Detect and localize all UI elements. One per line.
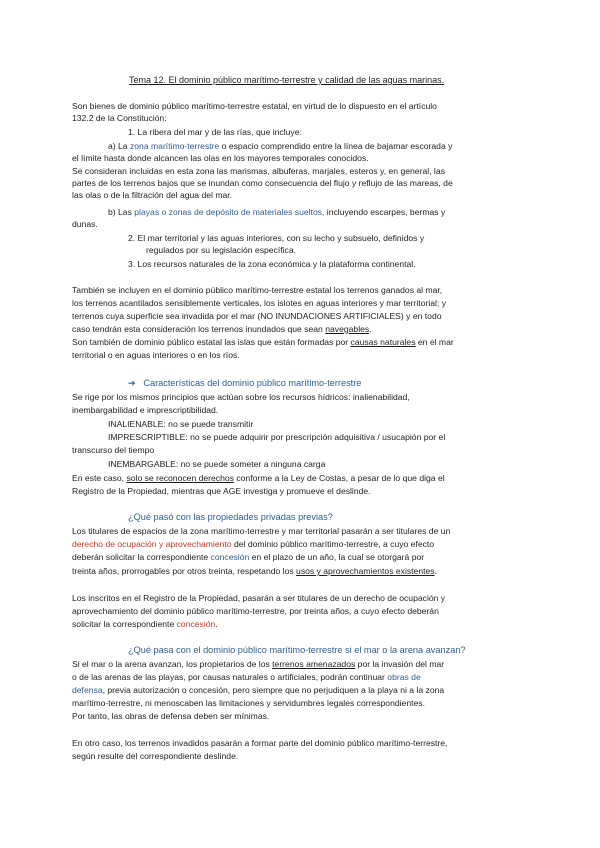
text-span: . [369,324,372,334]
text-line [72,473,445,484]
text-span: deberán solicitar la correspondiente [72,552,211,562]
text-span: caso tendrán esta consideración los terrenos inundados que sean [72,324,326,334]
text-line [72,685,444,696]
text-span: b) Las [108,207,135,217]
text-line [72,659,444,670]
text-span: En este caso, [72,473,127,483]
text-line [72,552,424,563]
underlined-term: terrenos amenazados [272,659,356,669]
list-item-cont: regulados por su legislación específica. [146,245,297,255]
text-span: Si el mar o la arena avanzan, los propietarios de los [72,659,273,669]
text-line: transcurso del tiempo [72,445,155,455]
text-line: INEMBARGABLE: no se puede someter a ninguna carga [108,459,326,469]
list-item: 2. El mar territorial y las aguas interiores, con su lecho y subsuelo, definidos y [128,233,425,243]
text-span: por la invasión del mar [355,659,445,669]
text-line: Por tanto, las obras de defensa deben ser mínimas. [72,711,270,721]
section-heading: ¿Qué pasa con el dominio público marítimo-terrestre si el mar o la arena avanzan? [128,645,466,655]
text-line: IMPRESCRIPTIBLE: no se puede adquirir por prescripción adquisitiva / usucapión por el [108,432,446,442]
text-span: . [215,619,218,629]
text-span: treinta años, prorrogables por otros treinta, respetando los [72,566,297,576]
text-line: inembargabilidad e imprescriptibilidad. [72,405,219,415]
text-span: conforme a la Ley de Costas, a pesar de lo que diga el [233,473,445,483]
highlight-term: derecho de ocupación y aprovechamiento [72,539,232,549]
text-line: Se rige por los mismos principios que actúan sobre los recursos hídricos: inalienabilidad, [72,392,410,402]
underlined-term: navegables [325,324,370,334]
text-span: del dominio público marítimo-terrestre, a cuyo efecto [231,539,435,549]
text-span: a) La [108,141,130,151]
text-span: . [434,566,437,576]
text-span: , incluyendo escarpes, bermas y [322,207,446,217]
section-heading: ¿Qué pasó con las propiedades privadas previas? [128,512,333,522]
text-line: las olas o de la filtración del agua del mar. [72,190,233,200]
text-line [108,141,452,152]
section-heading [128,378,361,389]
text-span: solicitar la correspondiente [72,619,177,629]
text-line [72,337,454,348]
text-line: 132.2 de la Constitución: [72,113,167,123]
highlight-term: defensa [72,685,103,695]
text-line: terrenos cuya superficie sea invadida por el mar (NO INUNDACIONES ARTIFICIALES) y en todo [72,311,442,321]
text-line [72,566,437,577]
text-line [72,672,421,683]
text-line: marítimo-terrestre, ni menoscaben las limitaciones y servidumbres legales correspondientes. [72,698,425,708]
text-line: los terrenos acantilados sensiblemente verticales, los islotes en aguas interiores y mar territorial; y [72,298,446,308]
list-item: 1. La ribera del mar y de las rías, que incluye: [128,127,302,137]
highlight-term: obras de [387,672,421,682]
text-span: en el mar [415,337,454,347]
arrow-icon: ➔ [128,378,136,388]
underlined-term: causas naturales [350,337,416,347]
text-line: También se incluyen en el dominio público marítimo-terrestre estatal los terrenos ganados al mar, [72,285,443,295]
text-line: Registro de la Propiedad, mientras que AGE investiga y promueve el deslinde. [72,486,371,496]
text-line: según resulte del correspondiente deslinde. [72,751,239,761]
text-line: dunas. [72,219,98,229]
highlight-term: playas o zonas de depósito de materiales sueltos [134,207,323,217]
text-line: Se consideran incluidas en esta zona las marismas, albuferas, marjales, esteros y, en general, las [72,166,445,176]
text-line: el límite hasta donde alcancen las olas en los mayores temporales conocidos. [72,153,369,163]
text-line: partes de los terrenos bajos que se inundan como consecuencia del flujo y reflujo de las mareas, de [72,178,453,188]
text-line [72,539,434,550]
text-span: en el plazo de un año, la cual se otorgará por [249,552,425,562]
text-span: , previa autorización o concesión, pero siempre que no perjudiquen a la playa ni a la zona [102,685,445,695]
text-line: En otro caso, los terrenos invadidos pasarán a formar parte del dominio público marítimo-terrestre, [72,738,448,748]
underlined-term: solo se reconocen derechos [126,473,234,483]
page-title: Tema 12. El dominio público marítimo-terrestre y calidad de las aguas marinas. [129,75,445,85]
text-line: Son bienes de dominio público marítimo-terrestre estatal, en virtud de lo dispuesto en el artículo [72,101,437,111]
text-line: aprovechamiento del dominio público marítimo-terrestre, por treinta años, a cuyo efecto deberán [72,606,439,616]
text-line [72,324,372,335]
text-line: INALIENABLE: no se puede transmitir [108,419,254,429]
highlight-term: concesión [210,552,250,562]
list-item: 3. Los recursos naturales de la zona económica y la plataforma continental. [128,259,416,269]
highlight-term: concesión [176,619,216,629]
text-line [72,619,218,630]
text-line: Los inscritos en el Registro de la Propiedad, pasarán a ser titulares de un derecho de ocupación y [72,593,446,603]
highlight-term: zona marítimo-terrestre [129,141,220,151]
text-span: o espacio comprendido entre la línea de bajamar escorada y [219,141,453,151]
text-line [108,207,445,218]
text-span: o de las arenas de las playas, por causas naturales o artificiales, podrán continuar [72,672,388,682]
heading-text: Características del dominio público marítimo-terrestre [143,378,362,388]
text-line: territorial o en aguas interiores o en los ríos. [72,350,240,360]
underlined-term: usos y aprovechamientos existentes [296,566,435,576]
text-line: Los titulares de espacios de la zona marítimo-terrestre y mar territorial pasarán a ser titulares de un [72,526,451,536]
text-span: Son también de dominio público estatal las islas que están formadas por [72,337,351,347]
